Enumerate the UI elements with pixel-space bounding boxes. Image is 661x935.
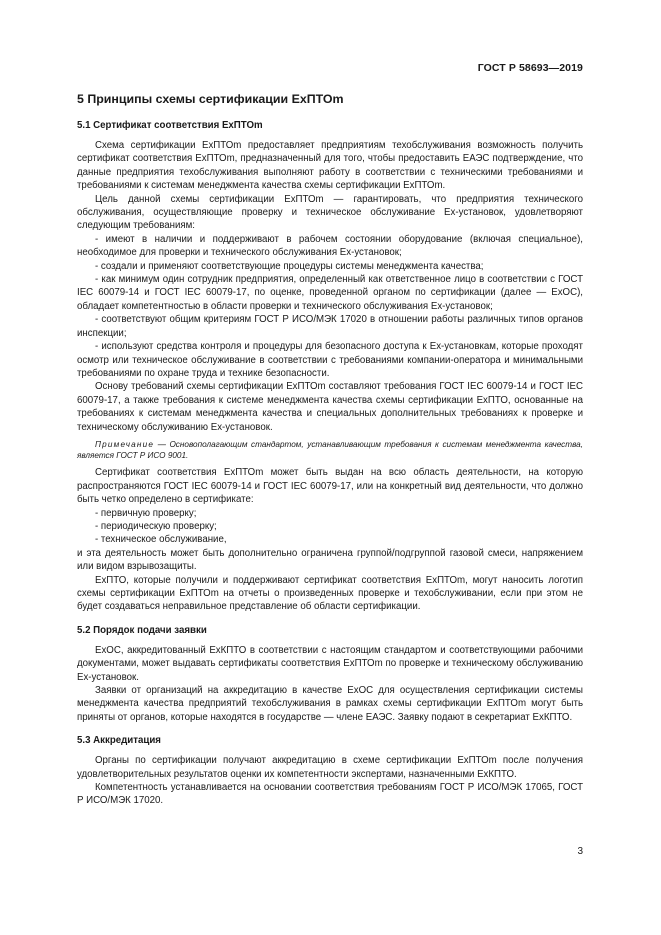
subsection-title-5-3: 5.3 Аккредитация — [77, 735, 161, 747]
list-item: - периодическую проверку; — [95, 520, 217, 532]
paragraph: Заявки от организаций на аккредитацию в качестве ExOC для осуществления сертификации системы менеджмента качества предприятий техобслуживания в рамках схемы сертификации ExПТОm могут быть приняты от органов, которые находятся в государстве — члене ЕАЭС. Заявку подают в секретариат ExКПТО. — [77, 685, 583, 723]
paragraph: ExПТО, которые получили и поддерживают сертификат соответствия ExПТОm, могут наносить логотип схемы сертификации ExПТОm на отчеты о произведенных проверке и техобслуживании, если при этом не будет создаваться неправильное представление об области сертификации. — [77, 574, 583, 613]
list-item: - создали и применяют соответствующие процедуры системы менеджмента качества; — [95, 260, 484, 272]
list-item: - как минимум один сотрудник предприятия, определенный как ответственное лицо в соответствии с ГОСТ IEC 60079-14 и ГОСТ IEC 60079-17, по оценке, проведенной органом по сертификации (далее — ExOC), обладает компетентностью в области проверки и технического обслуживания Ex-установок; — [77, 274, 583, 312]
paragraph: Цель данной схемы сертификации ExПТОm — гарантировать, что предприятия технического обслуживания, осуществляющие проверку и техническое обслуживание Ex-установок, удовлетворяют следующим требованиям: — [77, 193, 583, 232]
paragraph: Органы по сертификации получают аккредитацию в схеме сертификации ExПТОm после получения удовлетворительных результатов оценки их компетентности экспертами, назначенными ExКПТО. — [77, 755, 583, 780]
paragraph: Схема сертификации ExПТОm предоставляет предприятиям техобслуживания возможность получить сертификат соответствия ExПТОm, предназначенный для того, чтобы предоставить ЕАЭС подтверждение, что данные предприятия техобслуживания выполняют работу в соответствии с техническими требованиями и требованиями к системам менеджмента качества схемы сертификации ExПТОm. — [77, 140, 583, 192]
page-number: 3 — [577, 846, 583, 857]
standard-header: ГОСТ Р 58693—2019 — [477, 62, 583, 74]
section-title: 5 Принципы схемы сертификации ExПТОm — [77, 92, 344, 106]
paragraph: Основу требований схемы сертификации ExПТОm составляют требования ГОСТ IEC 60079-14 и ГОСТ IEC 60079-17, а также требования к системе менеджмента качества схемы сертификации ExПТО, основанные на требованиях к системам менеджмента качества и специальных дополнительных требованиях к проверке и техническому обслуживанию Ex-установок. — [77, 381, 583, 433]
subsection-title-5-1: 5.1 Сертификат соответствия ExПТОm — [77, 120, 263, 131]
paragraph: и эта деятельность может быть дополнительно ограничена группой/подгруппой газовой смеси, напряжением или видом взрывозащиты. — [77, 547, 583, 573]
list-item: - соответствуют общим критериям ГОСТ Р ИСО/МЭК 17020 в отношении работы различных типов органов инспекции; — [77, 314, 583, 339]
subsection-title-5-2: 5.2 Порядок подачи заявки — [77, 624, 207, 636]
document-body — [77, 91, 583, 808]
list-item: - используют средства контроля и процедуры для безопасного доступа к Ex-установкам, которые проходят осмотр или техническое обслуживание в соответствии с требованиями компании-оператора и минимальными требованиями по охране труда и технике безопасности. — [77, 341, 583, 379]
list-item: - имеют в наличии и поддерживают в рабочем состоянии оборудование (включая специальное), необходимое для проверки и технического обслуживания Ex-установок; — [77, 233, 583, 259]
paragraph: ExOC, аккредитованный ExКПТО в соответствии с настоящим стандартом и соответствующими рабочими документами, может выдавать сертификаты соответствия ExПТОm по проверке и техническому обслуживанию Ex-установок. — [77, 644, 583, 683]
list-item: - первичную проверку; — [95, 507, 197, 519]
note-text: — Основополагающим стандартом, устанавливающим требования к системам менеджмента качества, является ГОСТ Р ИСО 9001. — [77, 439, 583, 461]
paragraph: Компетентность устанавливается на основании соответствия требованиям ГОСТ Р ИСО/МЭК 17065, ГОСТ Р ИСО/МЭК 17020. — [77, 782, 583, 807]
paragraph: Сертификат соответствия ExПТОm может быть выдан на всю область деятельности, на которую распространяются ГОСТ IEC 60079-14 и ГОСТ IEC 60079-17, или на конкретный вид деятельности, что должно быть четко определено в сертификате: — [77, 467, 583, 506]
list-item: - техническое обслуживание, — [95, 534, 227, 546]
note-label: Примечание — [95, 439, 155, 449]
note — [77, 439, 583, 461]
